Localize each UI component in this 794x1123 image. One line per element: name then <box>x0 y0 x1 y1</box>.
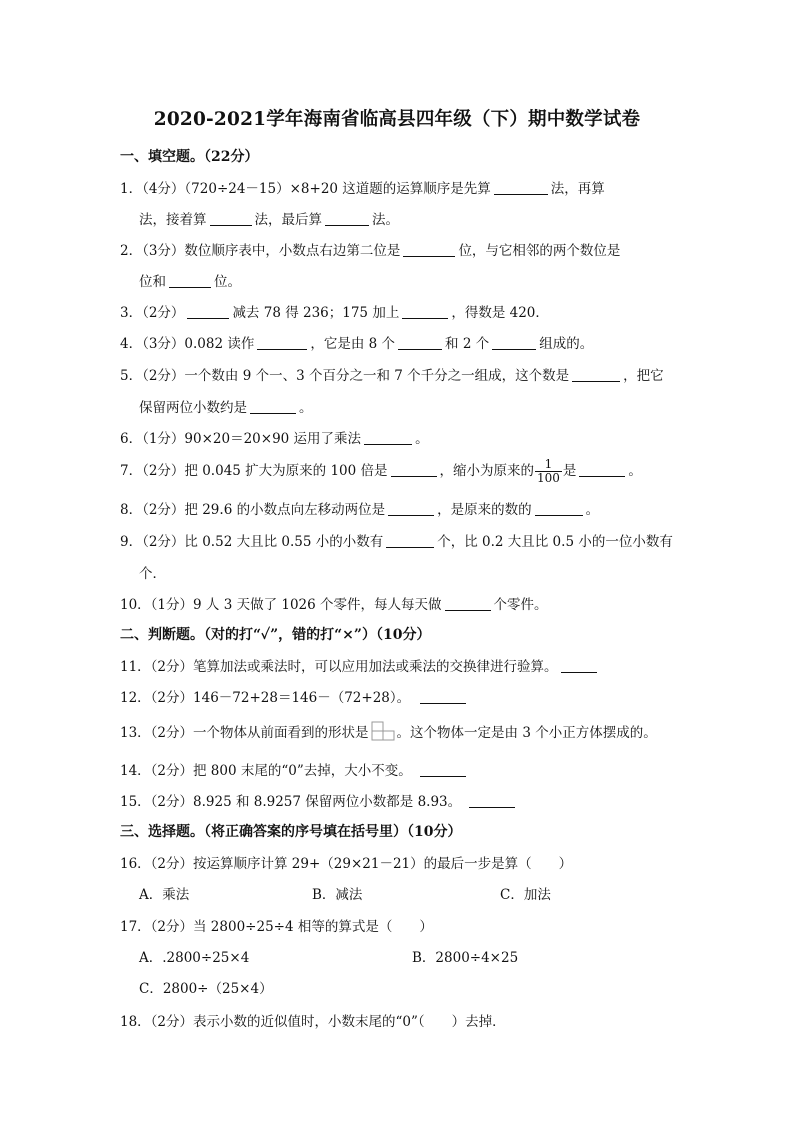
section-true-false: 二、判断题。（对的打“✓”，错的打“×”）（10分） <box>120 627 431 643</box>
answer-blank[interactable] <box>325 212 369 227</box>
question-14: 14．（2分）把 800 末尾的“0”去掉，大小不变。 <box>120 759 469 779</box>
question-6: 6．（1分）90×20＝20×90 运用了乘法 。 <box>120 431 429 447</box>
answer-blank[interactable] <box>572 368 620 383</box>
answer-blank[interactable] <box>579 463 625 478</box>
front-view-shape-icon <box>371 721 395 745</box>
answer-blank[interactable] <box>494 181 548 196</box>
question-4: 4．（3分）0.082 读作 ，它是由 8 个 和 2 个 组成的。 <box>120 336 594 352</box>
answer-blank[interactable] <box>386 534 434 549</box>
question-3: 3．（2分） 减去 78 得 236；175 加上 ，得数是 420． <box>120 305 549 321</box>
question-16: 16．（2分）按运算顺序计算 29+（29×21－21）的最后一步是算（ ） <box>120 856 573 872</box>
answer-blank[interactable] <box>388 502 434 517</box>
question-17: 17．（2分）当 2800÷25÷4 相等的算式是（ ） <box>120 919 433 935</box>
answer-blank[interactable] <box>169 274 211 289</box>
question-2-cont: 位和 位。 <box>139 274 241 290</box>
q16-option-a[interactable]: A．乘法 <box>139 887 190 903</box>
question-15: 15．（2分）8.925 和 8.9257 保留两位小数都是 8.93。 <box>120 790 518 810</box>
answer-blank[interactable] <box>364 431 412 446</box>
question-9: 9．（2分）比 0.52 大且比 0.55 小的小数有 个，比 0.2 大且比 0.5 小的一位小数有 <box>120 534 673 550</box>
answer-blank[interactable] <box>187 305 229 320</box>
page-title: 2020-2021学年海南省临高县四年级（下）期中数学试卷 <box>153 109 641 130</box>
answer-blank[interactable] <box>420 763 466 778</box>
answer-blank[interactable] <box>561 659 597 674</box>
question-8: 8．（2分）把 29.6 的小数点向左移动两位是 ，是原来的数的 。 <box>120 502 600 518</box>
question-12: 12．（2分）146－72+28＝146－（72+28）。 <box>120 686 469 706</box>
question-1: 1．（4分）（720÷24－15）×8+20 这道题的运算顺序是先算 法，再算 <box>120 181 605 197</box>
q17-option-a[interactable]: A．.2800÷25×4 <box>139 950 250 966</box>
fraction-one-hundredth: $\frac{1}{100}$ <box>537 457 560 485</box>
answer-blank[interactable] <box>403 243 455 258</box>
answer-blank[interactable] <box>398 336 442 351</box>
answer-blank[interactable] <box>420 690 466 705</box>
question-7: 7．（2分）把 0.045 扩大为原来的 100 倍是 ，缩小为原来的 $\frac{1}{100}$ 是 。 <box>120 457 642 485</box>
answer-blank[interactable] <box>492 336 536 351</box>
answer-blank[interactable] <box>535 502 583 517</box>
question-13: 13．（2分）一个物体从前面看到的形状是 。这个物体一定是由 3 个小正方体摆成的。 <box>120 721 657 745</box>
question-5-cont: 保留两位小数约是 。 <box>139 400 313 416</box>
answer-blank[interactable] <box>257 336 307 351</box>
answer-blank[interactable] <box>445 597 491 612</box>
answer-blank[interactable] <box>210 212 252 227</box>
question-9-cont: 个． <box>139 566 166 582</box>
section-multiple-choice: 三、选择题。（将正确答案的序号填在括号里）（10分） <box>120 824 462 840</box>
q16-option-b[interactable]: B．减法 <box>312 887 363 903</box>
q17-option-b[interactable]: B．2800÷4×25 <box>412 950 519 966</box>
question-18: 18．（2分）表示小数的近似值时，小数末尾的“0”（ ）去掉． <box>120 1014 506 1030</box>
question-11: 11．（2分）笔算加法或乘法时，可以应用加法或乘法的交换律进行验算。 <box>120 655 600 675</box>
section-fill-in: 一、填空题。（22分） <box>120 149 259 165</box>
answer-blank[interactable] <box>391 463 437 478</box>
question-1-cont: 法，接着算 法，最后算 法。 <box>139 212 399 228</box>
answer-blank[interactable] <box>469 794 515 809</box>
question-5: 5．（2分）一个数由 9 个一、3 个百分之一和 7 个千分之一组成，这个数是 ，把它 <box>120 368 664 384</box>
answer-blank[interactable] <box>250 400 296 415</box>
q17-option-c[interactable]: C．2800÷（25×4） <box>139 981 273 997</box>
q16-option-c[interactable]: C．加法 <box>500 887 551 903</box>
answer-blank[interactable] <box>402 305 448 320</box>
question-2: 2．（3分）数位顺序表中，小数点右边第二位是 位，与它相邻的两个数位是 <box>120 243 621 259</box>
question-10: 10．（1分）9 人 3 天做了 1026 个零件，每人每天做 个零件。 <box>120 597 548 613</box>
